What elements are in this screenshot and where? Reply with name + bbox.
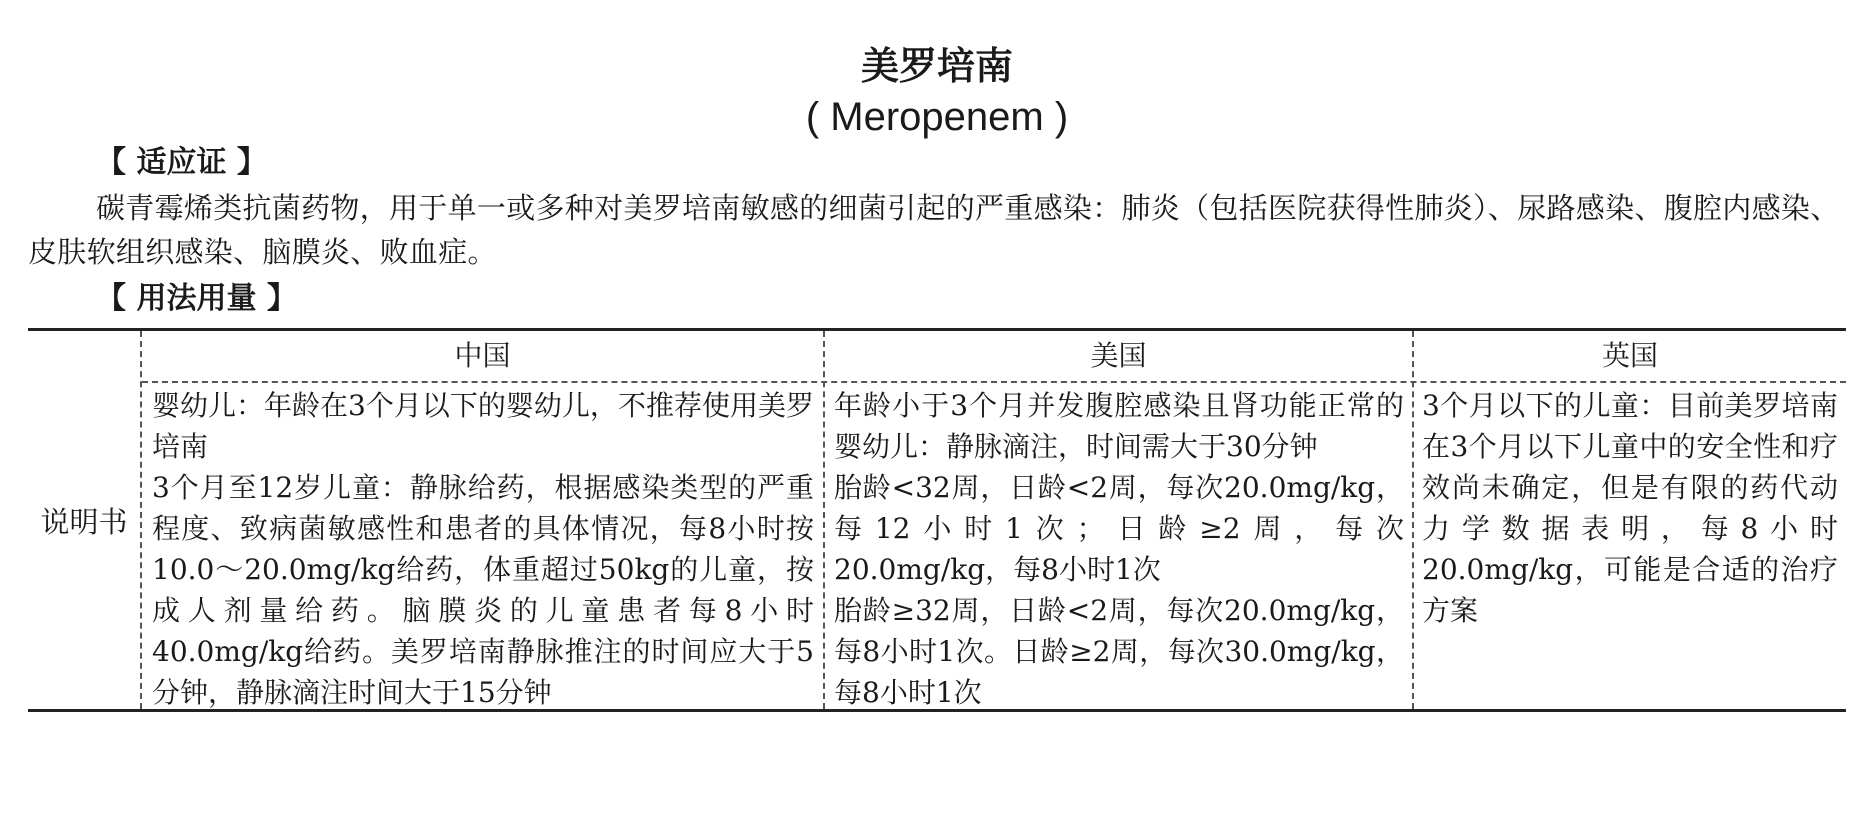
column-divider [823, 331, 825, 709]
column-header-usa: 美国 [1090, 339, 1147, 372]
drug-title-chinese: 美罗培南 [860, 44, 1013, 88]
column-header-china: 中国 [454, 339, 511, 372]
header-divider [142, 381, 1846, 383]
cell-uk [1422, 385, 1838, 631]
dosage-table [28, 328, 1846, 712]
column-header-uk: 英国 [1601, 339, 1658, 372]
cell-paragraph: 3个月以下的儿童：目前美罗培南在3个月以下儿童中的安全性和疗效尚未确定，但是有限的药代动力学数据表明，每8小时20.0mg/kg，可能是合适的治疗方案 [1422, 389, 1838, 627]
column-divider [1412, 331, 1414, 709]
cell-paragraph: 3个月至12岁儿童：静脉给药，根据感染类型的严重程度、致病菌敏感性和患者的具体情况，每8小时按10.0～20.0mg/kg给药，体重超过50kg的儿童，按成人剂量给药。脑膜炎的儿童患者每8小时40.0mg/kg给药。美罗培南静脉推注的时间应大于5分钟，静脉滴注时间大于15分钟 [152, 471, 814, 709]
drug-title-english: ( Meropenem ) [805, 95, 1069, 139]
cell-china [152, 385, 814, 713]
cell-paragraph: 年龄小于3个月并发腹腔感染且肾功能正常的婴幼儿：静脉滴注，时间需大于30分钟 [834, 389, 1404, 463]
cell-paragraph: 婴幼儿：年龄在3个月以下的婴幼儿，不推荐使用美罗培南 [152, 389, 814, 463]
column-divider [140, 331, 142, 709]
indications-heading: 【 适应证 】 [96, 145, 267, 180]
dosage-heading: 【 用法用量 】 [96, 281, 297, 316]
cell-paragraph: 胎龄≥32周，日龄<2周，每次20.0mg/kg，每8小时1次。日龄≥2周，每次30.0mg/kg，每8小时1次 [834, 594, 1404, 709]
cell-paragraph: 胎龄<32周，日龄<2周，每次20.0mg/kg，每12小时1次；日龄≥2周，每次20.0mg/kg，每8小时1次 [834, 471, 1404, 586]
cell-usa [834, 385, 1404, 713]
indications-text: 碳青霉烯类抗菌药物，用于单一或多种对美罗培南敏感的细菌引起的严重感染：肺炎（包括医院获得性肺炎）、尿路感染、腹腔内感染、皮肤软组织感染、脑膜炎、败血症。 [28, 191, 1840, 269]
row-label-package-insert: 说明书 [40, 504, 128, 539]
